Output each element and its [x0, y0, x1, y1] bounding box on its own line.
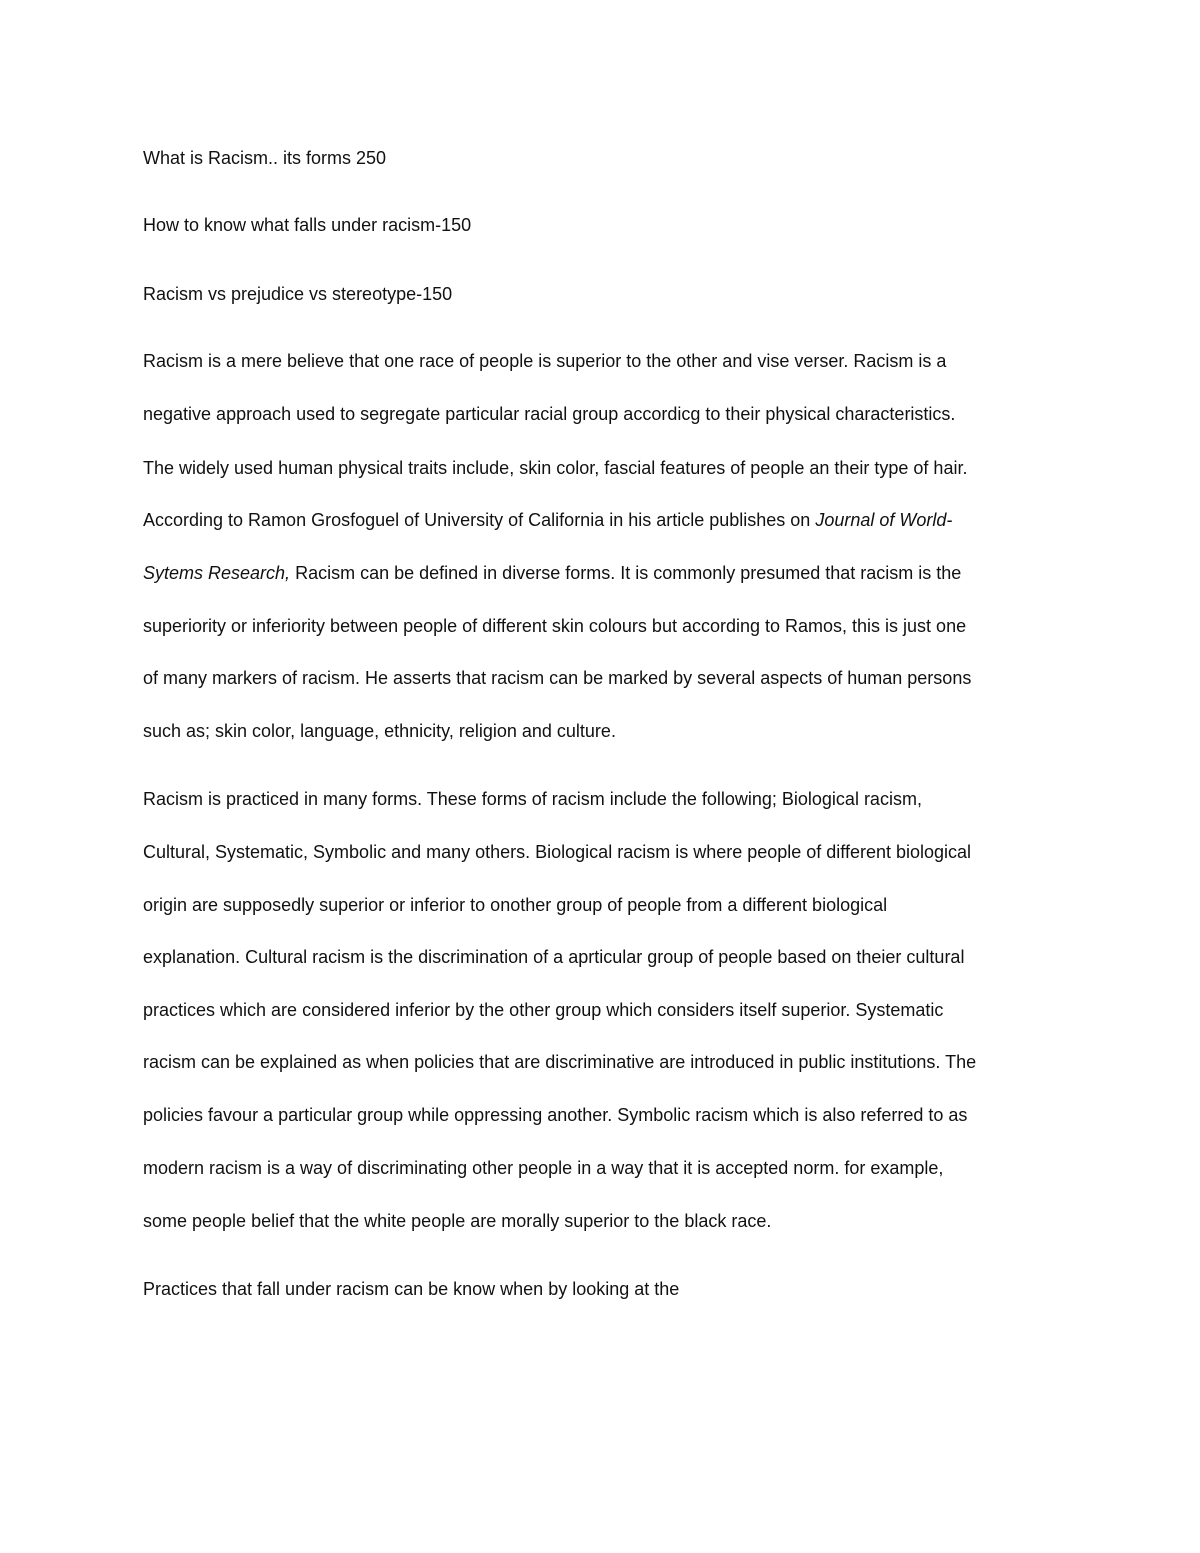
paragraph-text: According to Ramon Grosfoguel of University of California in his article publishes on [143, 510, 816, 530]
paragraph-line: racism can be explained as when policies that are discriminative are introduced in public institutions. The [143, 1052, 977, 1072]
paragraph-line: Racism is practiced in many forms. These forms of racism include the following; Biological racism, [143, 789, 922, 809]
paragraph-line [143, 561, 961, 585]
paragraph-line: negative approach used to segregate particular racial group accordicg to their physical characteristics. [143, 404, 956, 424]
paragraph-line: practices which are considered inferior by the other group which considers itself superior. Systematic [143, 1000, 944, 1020]
paragraph-text: Racism can be defined in diverse forms. It is commonly presumed that racism is the [290, 563, 962, 583]
paragraph-line: origin are supposedly superior or inferior to onother group of people from a different biological [143, 895, 888, 915]
paragraph-line: superiority or inferiority between people of different skin colours but according to Ramos, this is just one [143, 616, 967, 636]
journal-title: Journal of World- [815, 510, 953, 530]
paragraph-line: such as; skin color, language, ethnicity, religion and culture. [143, 721, 616, 741]
paragraph-line [143, 508, 952, 532]
paragraph-line: Practices that fall under racism can be know when by looking at the [143, 1279, 680, 1299]
outline-item: How to know what falls under racism-150 [143, 215, 472, 235]
paragraph-line: Racism is a mere believe that one race of people is superior to the other and vise verser. Racism is a [143, 351, 947, 371]
paragraph-line: The widely used human physical traits include, skin color, fascial features of people an their type of hair. [143, 458, 968, 478]
paragraph-line: of many markers of racism. He asserts that racism can be marked by several aspects of human persons [143, 668, 972, 688]
journal-title: Sytems Research, [143, 563, 291, 583]
paragraph-line: policies favour a particular group while oppressing another. Symbolic racism which is also referred to as [143, 1105, 968, 1125]
outline-item: Racism vs prejudice vs stereotype-150 [143, 284, 453, 304]
outline-item: What is Racism.. its forms 250 [143, 148, 387, 168]
paragraph-line: modern racism is a way of discriminating other people in a way that it is accepted norm. for example, [143, 1158, 944, 1178]
paragraph-line: explanation. Cultural racism is the discrimination of a aprticular group of people based on theier cultural [143, 947, 965, 967]
paragraph-line: some people belief that the white people are morally superior to the black race. [143, 1211, 772, 1231]
paragraph-line: Cultural, Systematic, Symbolic and many others. Biological racism is where people of different biological [143, 842, 972, 862]
